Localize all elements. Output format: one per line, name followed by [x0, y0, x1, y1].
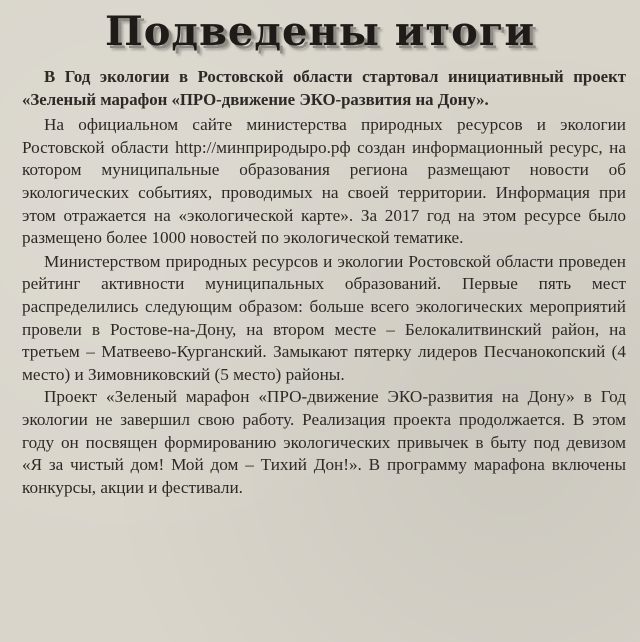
- article-headline: Подведены итоги: [104, 8, 536, 55]
- article-body: [22, 66, 626, 499]
- paragraph-website: На официальном сайте министерства природных ресурсов и экологии Ростовской области http://минприродыро.рф создан информационный ресурс, на котором муниципальные образования региона размещают новости об экологических событиях, проводимых на своей территории. Информация при этом отражается на «экологической карте». За 2017 год на этом ресурсе было размещено более 1000 новостей по экологической тематике.: [22, 115, 626, 248]
- paragraph-project: Проект «Зеленый марафон «ПРО-движение ЭКО-развития на Дону» в Год экологии не завершил свою работу. Реализация проекта продолжается. В этом году он посвящен формированию экологических привычек в быту под девизом «Я за чистый дом! Мой дом – Тихий Дон!». В программу марафона включены конкурсы, акции и фестивали.: [22, 387, 626, 497]
- lead-paragraph: В Год экологии в Ростовской области стартовал инициативный проект «Зеленый марафон «ПРО-движение ЭКО-развития на Дону».: [22, 67, 626, 109]
- paragraph-rating: Министерством природных ресурсов и экологии Ростовской области проведен рейтинг активности муниципальных образований. Первые пять мест распределились следующим образом: больше всего экологических мероприятий провели в Ростове-на-Дону, на втором месте – Белокалитвинский район, на третьем – Матвеево-Курганский. Замыкают пятерку лидеров Песчанокопский (4 место) и Зимовниковский (5 место) районы.: [22, 251, 626, 384]
